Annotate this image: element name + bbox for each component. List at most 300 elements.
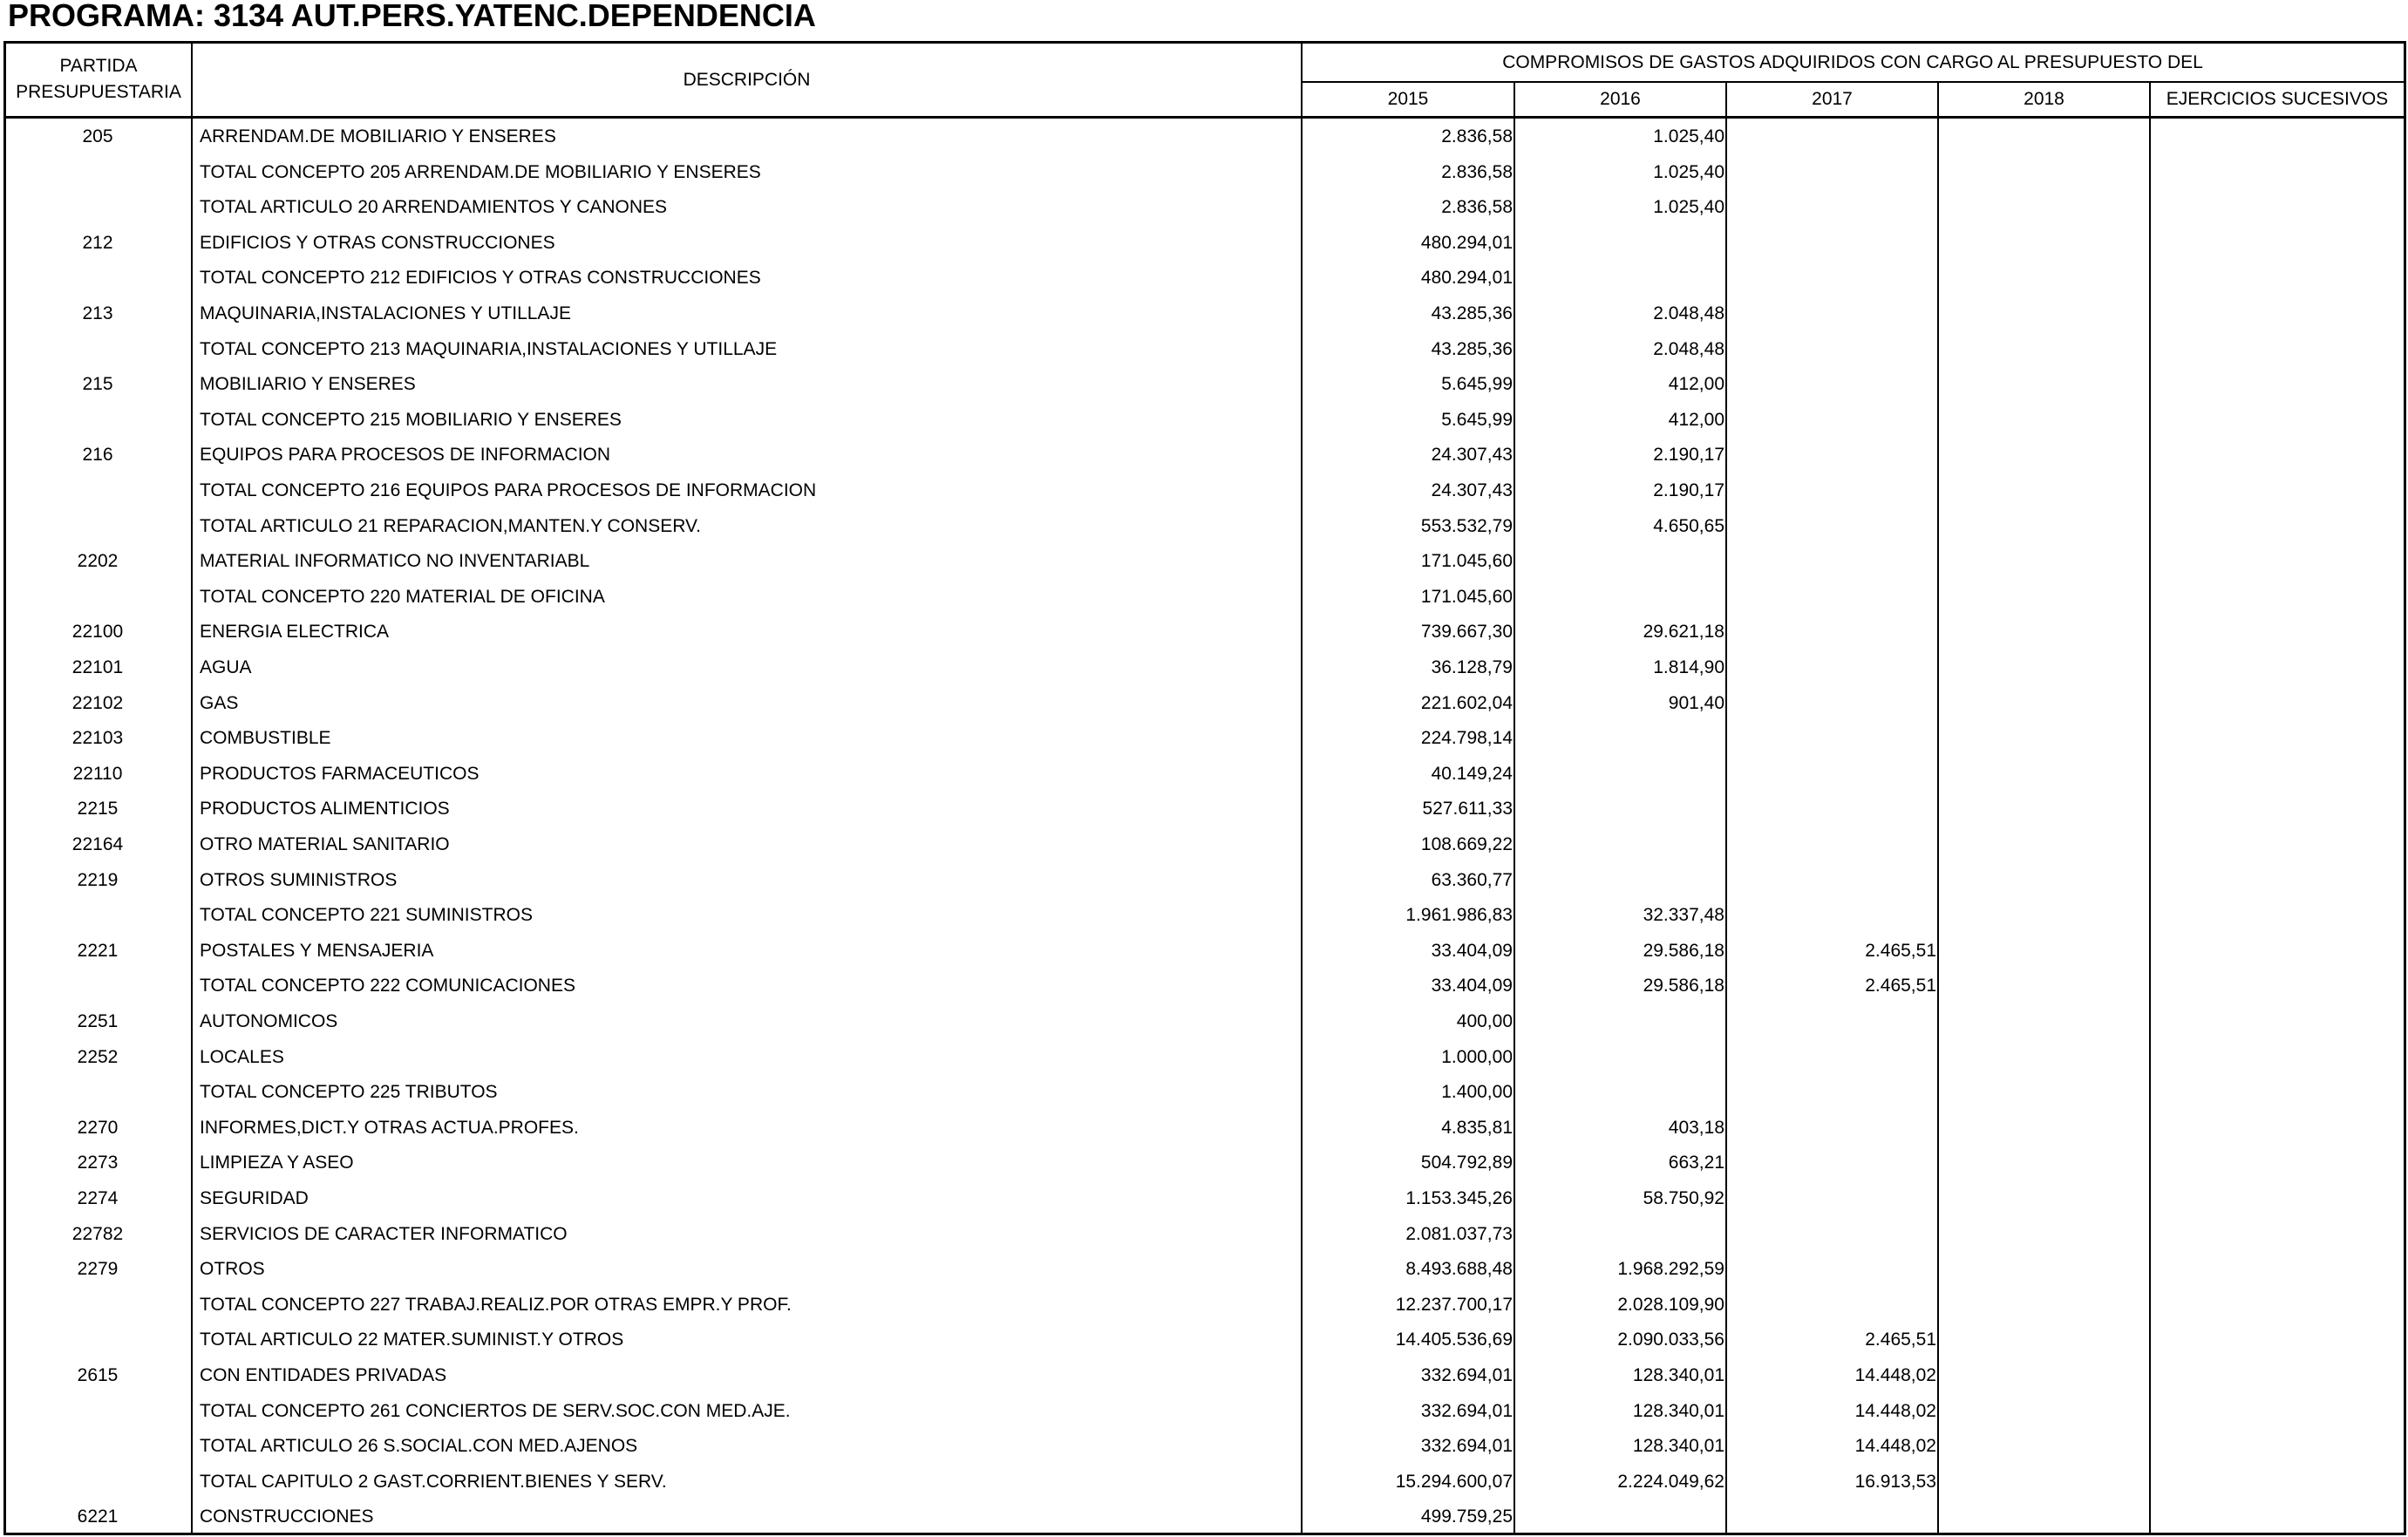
table-row: [6, 473, 2404, 509]
descripcion-cell: ARRENDAM.DE MOBILIARIO Y ENSERES: [200, 126, 556, 146]
partida-cell: 2273: [77, 1153, 119, 1173]
value-2018-cell: [1941, 1288, 2148, 1323]
value-2016-cell: 128.340,01: [1632, 1436, 1724, 1457]
value-2018-cell: [1941, 863, 2148, 899]
value-2015-cell: 24.307,43: [1431, 480, 1513, 500]
header-ejercicios-sucesivos: EJERCICIOS SUCESIVOS: [2166, 89, 2389, 109]
partida-cell: [6, 1429, 189, 1465]
value-2018-cell: [1941, 1252, 2148, 1288]
value-2015-cell: 43.285,36: [1431, 338, 1513, 359]
value-sucesivos-cell: [2153, 1075, 2397, 1111]
value-2017-cell: [1729, 509, 1936, 545]
value-2018-cell: [1941, 155, 2148, 191]
table-row: [6, 1146, 2404, 1181]
descripcion-cell: CONSTRUCCIONES: [200, 1506, 374, 1527]
table-row: [6, 686, 2404, 722]
table-row: [6, 863, 2404, 899]
descripcion-cell: TOTAL CONCEPTO 213 MAQUINARIA,INSTALACIONES Y UTILLAJE: [200, 338, 778, 359]
descripcion-cell: TOTAL CONCEPTO 225 TRIBUTOS: [200, 1082, 498, 1103]
descripcion-cell: MAQUINARIA,INSTALACIONES Y UTILLAJE: [200, 303, 571, 323]
value-sucesivos-cell: [2153, 544, 2397, 580]
partida-cell: 6221: [77, 1506, 119, 1527]
partida-cell: 2219: [77, 869, 119, 890]
partida-cell: 2202: [77, 551, 119, 572]
descripcion-cell: INFORMES,DICT.Y OTRAS ACTUA.PROFES.: [200, 1117, 579, 1138]
descripcion-cell: TOTAL ARTICULO 21 REPARACION,MANTEN.Y CONSERV.: [200, 515, 701, 536]
partida-cell: 22101: [71, 657, 124, 677]
partida-cell: 205: [82, 126, 113, 146]
value-2015-cell: 480.294,01: [1420, 232, 1513, 253]
partida-cell: [6, 509, 189, 545]
value-2016-cell: 2.048,48: [1653, 303, 1724, 323]
table-row: [6, 1323, 2404, 1358]
descripcion-cell: TOTAL CONCEPTO 222 COMUNICACIONES: [200, 976, 575, 996]
value-sucesivos-cell: [2153, 1500, 2397, 1535]
partida-cell: [6, 261, 189, 296]
table-row: [6, 119, 2404, 155]
descripcion-cell: GAS: [200, 692, 239, 713]
value-2016-cell: 29.586,18: [1643, 976, 1724, 996]
partida-cell: 2251: [77, 1011, 119, 1031]
descripcion-cell: SERVICIOS DE CARACTER INFORMATICO: [200, 1223, 568, 1244]
value-2018-cell: [1941, 544, 2148, 580]
value-2018-cell: [1941, 226, 2148, 262]
partida-cell: [6, 190, 189, 226]
value-2017-cell: [1729, 332, 1936, 368]
value-2016-cell: [1517, 863, 1724, 899]
table-row: [6, 544, 2404, 580]
value-2016-cell: 29.586,18: [1643, 940, 1724, 961]
partida-cell: 2221: [77, 940, 119, 961]
value-2017-cell: [1729, 155, 1936, 191]
table-row: [6, 615, 2404, 650]
value-sucesivos-cell: [2153, 863, 2397, 899]
value-2015-cell: 1.400,00: [1441, 1082, 1513, 1103]
value-2018-cell: [1941, 1040, 2148, 1076]
value-sucesivos-cell: [2153, 119, 2397, 155]
value-2017-cell: 14.448,02: [1854, 1365, 1936, 1385]
partida-cell: [6, 898, 189, 934]
value-sucesivos-cell: [2153, 969, 2397, 1004]
table-row: [6, 1394, 2404, 1430]
partida-cell: 212: [82, 232, 113, 253]
table-row: [6, 580, 2404, 615]
value-2017-cell: [1729, 615, 1936, 650]
value-sucesivos-cell: [2153, 686, 2397, 722]
value-2016-cell: 2.224.049,62: [1617, 1471, 1724, 1492]
value-2017-cell: [1729, 1146, 1936, 1181]
descripcion-cell: TOTAL CAPITULO 2 GAST.CORRIENT.BIENES Y SERV.: [200, 1471, 667, 1492]
partida-cell: [6, 473, 189, 509]
value-2017-cell: [1729, 1288, 1936, 1323]
partida-cell: 2252: [77, 1046, 119, 1067]
value-sucesivos-cell: [2153, 1146, 2397, 1181]
partida-cell: 22110: [72, 763, 123, 784]
value-2016-cell: [1517, 580, 1724, 615]
value-2015-cell: 36.128,79: [1431, 657, 1513, 677]
value-2017-cell: 16.913,53: [1854, 1471, 1936, 1492]
table-row: [6, 1217, 2404, 1253]
header-partida-label: PARTIDA PRESUPUESTARIA: [16, 56, 181, 102]
value-2015-cell: 499.759,25: [1420, 1506, 1513, 1527]
value-2016-cell: 2.028.109,90: [1617, 1294, 1724, 1315]
descripcion-cell: CON ENTIDADES PRIVADAS: [200, 1365, 447, 1385]
descripcion-cell: LIMPIEZA Y ASEO: [200, 1153, 354, 1173]
value-2016-cell: 2.090.033,56: [1617, 1330, 1724, 1350]
value-2017-cell: 2.465,51: [1865, 1330, 1936, 1350]
value-2015-cell: 14.405.536,69: [1395, 1330, 1513, 1350]
table-row: [6, 403, 2404, 439]
table-row: [6, 650, 2404, 686]
partida-cell: 215: [82, 374, 113, 395]
value-2016-cell: [1517, 757, 1724, 792]
value-2017-cell: 14.448,02: [1854, 1400, 1936, 1421]
value-2018-cell: [1941, 898, 2148, 934]
value-2017-cell: [1729, 757, 1936, 792]
value-2015-cell: 332.694,01: [1420, 1365, 1513, 1385]
table-row: [6, 190, 2404, 226]
value-2017-cell: [1729, 1040, 1936, 1076]
value-2018-cell: [1941, 296, 2148, 332]
header-year-2018: 2018: [2024, 89, 2064, 109]
descripcion-cell: OTROS: [200, 1259, 265, 1280]
value-2015-cell: 63.360,77: [1431, 869, 1513, 890]
value-2018-cell: [1941, 473, 2148, 509]
table-row: [6, 1500, 2404, 1535]
value-2015-cell: 15.294.600,07: [1395, 1471, 1513, 1492]
value-sucesivos-cell: [2153, 1323, 2397, 1358]
value-2016-cell: 32.337,48: [1643, 905, 1724, 926]
value-2015-cell: 2.836,58: [1441, 161, 1513, 182]
value-2018-cell: [1941, 827, 2148, 863]
value-2016-cell: [1517, 1040, 1724, 1076]
partida-cell: 22103: [71, 728, 124, 749]
value-2018-cell: [1941, 1217, 2148, 1253]
value-2018-cell: [1941, 509, 2148, 545]
table-row: [6, 438, 2404, 473]
value-2016-cell: 901,40: [1668, 692, 1724, 713]
value-sucesivos-cell: [2153, 1288, 2397, 1323]
table-row: [6, 969, 2404, 1004]
value-2018-cell: [1941, 721, 2148, 757]
value-2017-cell: [1729, 473, 1936, 509]
value-sucesivos-cell: [2153, 1358, 2397, 1394]
descripcion-cell: POSTALES Y MENSAJERIA: [200, 940, 434, 961]
descripcion-cell: EDIFICIOS Y OTRAS CONSTRUCCIONES: [200, 232, 555, 253]
value-2018-cell: [1941, 934, 2148, 969]
value-2016-cell: 58.750,92: [1643, 1188, 1724, 1208]
value-2016-cell: [1517, 261, 1724, 296]
value-sucesivos-cell: [2153, 827, 2397, 863]
table-row: [6, 1358, 2404, 1394]
value-2017-cell: [1729, 190, 1936, 226]
value-2018-cell: [1941, 1146, 2148, 1181]
descripcion-cell: TOTAL CONCEPTO 221 SUMINISTROS: [200, 905, 533, 926]
value-2017-cell: [1729, 1181, 1936, 1217]
partida-cell: 216: [82, 445, 113, 466]
table-row: [6, 1040, 2404, 1076]
value-2018-cell: [1941, 650, 2148, 686]
page-title: PROGRAMA: 3134 AUT.PERS.YATENC.DEPENDENCIA: [8, 0, 816, 33]
descripcion-cell: TOTAL ARTICULO 22 MATER.SUMINIST.Y OTROS: [200, 1330, 624, 1350]
value-2015-cell: 221.602,04: [1420, 692, 1513, 713]
table-row: [6, 261, 2404, 296]
table-row: [6, 1252, 2404, 1288]
value-sucesivos-cell: [2153, 296, 2397, 332]
value-2018-cell: [1941, 1004, 2148, 1040]
value-sucesivos-cell: [2153, 1429, 2397, 1465]
table-row: [6, 934, 2404, 969]
value-2015-cell: 40.149,24: [1431, 763, 1513, 784]
descripcion-cell: COMBUSTIBLE: [200, 728, 331, 749]
descripcion-cell: SEGURIDAD: [200, 1188, 309, 1208]
value-2016-cell: 412,00: [1668, 374, 1724, 395]
value-2018-cell: [1941, 615, 2148, 650]
value-2017-cell: [1729, 367, 1936, 403]
value-2015-cell: 1.000,00: [1441, 1046, 1513, 1067]
partida-cell: 2279: [77, 1259, 119, 1280]
descripcion-cell: AGUA: [200, 657, 252, 677]
value-2016-cell: 403,18: [1668, 1117, 1724, 1138]
value-2015-cell: 24.307,43: [1431, 445, 1513, 466]
value-2015-cell: 5.645,99: [1441, 409, 1513, 430]
value-2015-cell: 171.045,60: [1420, 551, 1513, 572]
partida-cell: 22164: [71, 834, 124, 854]
header-descripcion: DESCRIPCIÓN: [683, 69, 811, 90]
table-row: [6, 827, 2404, 863]
value-2015-cell: 1.153.345,26: [1405, 1188, 1513, 1208]
value-2017-cell: 2.465,51: [1865, 940, 1936, 961]
value-2018-cell: [1941, 119, 2148, 155]
partida-cell: [6, 332, 189, 368]
value-2015-cell: 108.669,22: [1420, 834, 1513, 854]
value-2017-cell: 2.465,51: [1865, 976, 1936, 996]
value-2017-cell: [1729, 580, 1936, 615]
partida-cell: 22102: [71, 692, 124, 713]
value-2017-cell: [1729, 1111, 1936, 1146]
descripcion-cell: EQUIPOS PARA PROCESOS DE INFORMACION: [200, 445, 611, 466]
header-compromisos: COMPROMISOS DE GASTOS ADQUIRIDOS CON CARGO AL PRESUPUESTO DEL: [1502, 51, 2203, 72]
value-2017-cell: [1729, 296, 1936, 332]
value-2017-cell: [1729, 721, 1936, 757]
table-row: [6, 509, 2404, 545]
value-2016-cell: 128.340,01: [1632, 1365, 1724, 1385]
value-2018-cell: [1941, 1075, 2148, 1111]
value-sucesivos-cell: [2153, 261, 2397, 296]
value-2017-cell: [1729, 438, 1936, 473]
value-2017-cell: [1729, 863, 1936, 899]
value-2016-cell: [1517, 721, 1724, 757]
value-2018-cell: [1941, 1429, 2148, 1465]
value-2015-cell: 8.493.688,48: [1405, 1259, 1513, 1280]
value-2017-cell: [1729, 792, 1936, 827]
partida-cell: [6, 1288, 189, 1323]
descripcion-cell: MATERIAL INFORMATICO NO INVENTARIABL: [200, 551, 590, 572]
partida-cell: 213: [82, 303, 113, 323]
descripcion-cell: MOBILIARIO Y ENSERES: [200, 374, 416, 395]
partida-cell: [6, 580, 189, 615]
descripcion-cell: PRODUCTOS FARMACEUTICOS: [200, 763, 480, 784]
value-2015-cell: 12.237.700,17: [1395, 1294, 1513, 1315]
value-sucesivos-cell: [2153, 1040, 2397, 1076]
table-row: [6, 1075, 2404, 1111]
table-row: [6, 226, 2404, 262]
table-row: [6, 155, 2404, 191]
value-2015-cell: 4.835,81: [1441, 1117, 1513, 1138]
descripcion-cell: TOTAL ARTICULO 26 S.SOCIAL.CON MED.AJENOS: [200, 1436, 638, 1457]
partida-cell: 2615: [77, 1365, 119, 1385]
partida-cell: [6, 969, 189, 1004]
header-partida: [6, 49, 191, 110]
budget-table: [3, 41, 2406, 1535]
value-2018-cell: [1941, 403, 2148, 439]
value-2015-cell: 480.294,01: [1420, 268, 1513, 289]
value-2018-cell: [1941, 1111, 2148, 1146]
value-2018-cell: [1941, 367, 2148, 403]
value-2017-cell: [1729, 261, 1936, 296]
value-sucesivos-cell: [2153, 721, 2397, 757]
table-row: [6, 332, 2404, 368]
descripcion-cell: OTROS SUMINISTROS: [200, 869, 398, 890]
descripcion-cell: TOTAL CONCEPTO 261 CONCIERTOS DE SERV.SOC.CON MED.AJE.: [200, 1400, 791, 1421]
value-2018-cell: [1941, 969, 2148, 1004]
value-sucesivos-cell: [2153, 1004, 2397, 1040]
value-sucesivos-cell: [2153, 509, 2397, 545]
value-2016-cell: 1.025,40: [1653, 161, 1724, 182]
value-2018-cell: [1941, 438, 2148, 473]
descripcion-cell: PRODUCTOS ALIMENTICIOS: [200, 799, 450, 820]
value-2015-cell: 1.961.986,83: [1405, 905, 1513, 926]
table-row: [6, 1465, 2404, 1500]
value-2017-cell: [1729, 1252, 1936, 1288]
partida-cell: 2274: [77, 1188, 119, 1208]
value-2017-cell: [1729, 119, 1936, 155]
descripcion-cell: TOTAL CONCEPTO 205 ARRENDAM.DE MOBILIARIO Y ENSERES: [200, 161, 761, 182]
value-sucesivos-cell: [2153, 190, 2397, 226]
value-sucesivos-cell: [2153, 1252, 2397, 1288]
value-2015-cell: 2.836,58: [1441, 197, 1513, 218]
value-sucesivos-cell: [2153, 438, 2397, 473]
value-2017-cell: 14.448,02: [1854, 1436, 1936, 1457]
value-2017-cell: [1729, 226, 1936, 262]
value-sucesivos-cell: [2153, 1181, 2397, 1217]
value-2018-cell: [1941, 190, 2148, 226]
value-2016-cell: 1.025,40: [1653, 126, 1724, 146]
value-sucesivos-cell: [2153, 934, 2397, 969]
partida-cell: [6, 1075, 189, 1111]
value-2016-cell: [1517, 1004, 1724, 1040]
value-2018-cell: [1941, 332, 2148, 368]
value-2016-cell: 1.968.292,59: [1617, 1259, 1724, 1280]
descripcion-cell: TOTAL CONCEPTO 227 TRABAJ.REALIZ.POR OTRAS EMPR.Y PROF.: [200, 1294, 792, 1315]
value-2015-cell: 553.532,79: [1420, 515, 1513, 536]
partida-cell: [6, 1394, 189, 1430]
partida-cell: [6, 1323, 189, 1358]
value-2018-cell: [1941, 580, 2148, 615]
value-2018-cell: [1941, 1500, 2148, 1535]
descripcion-cell: TOTAL ARTICULO 20 ARRENDAMIENTOS Y CANONES: [200, 197, 668, 218]
value-sucesivos-cell: [2153, 1394, 2397, 1430]
value-2016-cell: 2.048,48: [1653, 338, 1724, 359]
value-sucesivos-cell: [2153, 898, 2397, 934]
value-2015-cell: 504.792,89: [1420, 1153, 1513, 1173]
value-2016-cell: 2.190,17: [1653, 480, 1724, 500]
header-bottom-border: [6, 116, 2404, 119]
table-row: [6, 721, 2404, 757]
descripcion-cell: ENERGIA ELECTRICA: [200, 622, 390, 643]
value-2015-cell: 527.611,33: [1422, 799, 1513, 820]
table-row: [6, 1288, 2404, 1323]
value-2016-cell: [1517, 792, 1724, 827]
value-sucesivos-cell: [2153, 332, 2397, 368]
value-sucesivos-cell: [2153, 473, 2397, 509]
value-sucesivos-cell: [2153, 650, 2397, 686]
value-2015-cell: 739.667,30: [1420, 622, 1513, 643]
value-sucesivos-cell: [2153, 1465, 2397, 1500]
descripcion-cell: OTRO MATERIAL SANITARIO: [200, 834, 450, 854]
value-2017-cell: [1729, 686, 1936, 722]
value-sucesivos-cell: [2153, 155, 2397, 191]
value-2016-cell: [1517, 1217, 1724, 1253]
value-2016-cell: [1517, 544, 1724, 580]
partida-cell: [6, 155, 189, 191]
value-sucesivos-cell: [2153, 226, 2397, 262]
descripcion-cell: TOTAL CONCEPTO 216 EQUIPOS PARA PROCESOS DE INFORMACION: [200, 480, 817, 500]
value-2017-cell: [1729, 1004, 1936, 1040]
table-row: [6, 1429, 2404, 1465]
value-2017-cell: [1729, 898, 1936, 934]
value-2015-cell: 2.836,58: [1441, 126, 1513, 146]
partida-cell: 22100: [71, 622, 124, 643]
value-2015-cell: 171.045,60: [1420, 586, 1513, 607]
value-2016-cell: 1.025,40: [1653, 197, 1724, 218]
value-sucesivos-cell: [2153, 757, 2397, 792]
partida-cell: 22782: [71, 1223, 124, 1244]
value-2016-cell: 2.190,17: [1653, 445, 1724, 466]
value-sucesivos-cell: [2153, 615, 2397, 650]
value-2015-cell: 5.645,99: [1441, 374, 1513, 395]
descripcion-cell: TOTAL CONCEPTO 212 EDIFICIOS Y OTRAS CONSTRUCCIONES: [200, 268, 761, 289]
value-2018-cell: [1941, 792, 2148, 827]
table-row: [6, 1111, 2404, 1146]
value-2015-cell: 43.285,36: [1431, 303, 1513, 323]
value-2016-cell: 29.621,18: [1643, 622, 1724, 643]
value-sucesivos-cell: [2153, 580, 2397, 615]
value-2016-cell: 128.340,01: [1632, 1400, 1724, 1421]
value-2016-cell: 412,00: [1668, 409, 1724, 430]
descripcion-cell: LOCALES: [200, 1046, 284, 1067]
header-year-2017: 2017: [1812, 89, 1853, 109]
value-2015-cell: 400,00: [1456, 1011, 1513, 1031]
table-row: [6, 792, 2404, 827]
value-2015-cell: 33.404,09: [1431, 976, 1513, 996]
value-2017-cell: [1729, 1075, 1936, 1111]
partida-cell: 2270: [77, 1117, 119, 1138]
value-sucesivos-cell: [2153, 1217, 2397, 1253]
value-2018-cell: [1941, 757, 2148, 792]
value-2017-cell: [1729, 544, 1936, 580]
descripcion-cell: AUTONOMICOS: [200, 1011, 338, 1031]
value-2017-cell: [1729, 403, 1936, 439]
value-2018-cell: [1941, 1181, 2148, 1217]
value-2017-cell: [1729, 1500, 1936, 1535]
partida-cell: 2215: [77, 799, 119, 820]
value-2018-cell: [1941, 1323, 2148, 1358]
table-row: [6, 898, 2404, 934]
descripcion-cell: TOTAL CONCEPTO 215 MOBILIARIO Y ENSERES: [200, 409, 622, 430]
value-sucesivos-cell: [2153, 1111, 2397, 1146]
value-2015-cell: 332.694,01: [1420, 1436, 1513, 1457]
